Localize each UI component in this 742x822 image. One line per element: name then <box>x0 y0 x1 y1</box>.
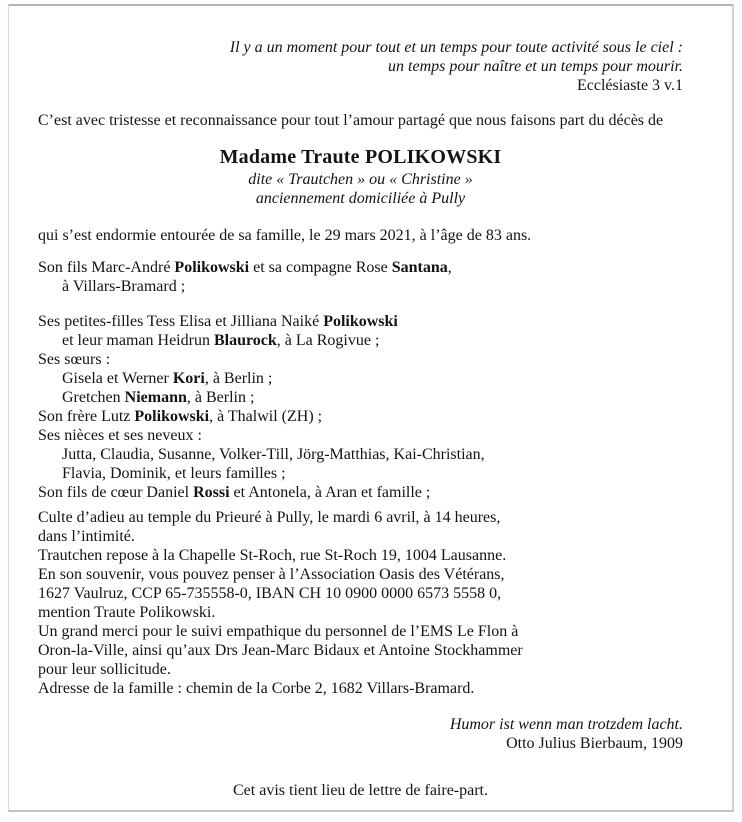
text-line <box>38 464 683 483</box>
text-segment: , à La Rogivue ; <box>276 332 380 349</box>
death-notice-page <box>8 4 734 812</box>
text-segment: Gisela et Werner <box>62 370 173 387</box>
surname-bold: Rossi <box>193 484 230 501</box>
family-list-primary <box>38 258 683 296</box>
text-segment: Jutta, Claudia, Susanne, Volker-Till, Jörg-Matthias, Kai-Christian, <box>62 446 485 463</box>
text-line <box>38 426 683 445</box>
text-segment: mention Traute Polikowski. <box>38 604 216 621</box>
footer-line: Cet avis tient lieu de lettre de faire-part. <box>233 782 488 799</box>
text-segment: 1627 Vaulruz, CCP 65-735558-0, IBAN CH 10 0900 0000 6573 5558 0, <box>38 585 502 602</box>
text-line <box>38 258 683 277</box>
surname-bold: Niemann <box>124 389 187 406</box>
surname-bold: Kori <box>172 370 205 387</box>
text-line <box>38 527 683 546</box>
text-line <box>38 584 683 603</box>
text-line <box>38 641 683 660</box>
text-segment: et sa compagne Rose <box>249 259 392 276</box>
text-segment: Trautchen repose à la Chapelle St-Roch, rue St-Roch 19, 1004 Lausanne. <box>38 547 507 564</box>
text-line <box>38 277 683 296</box>
funeral-details <box>38 508 683 698</box>
text-line <box>38 483 683 502</box>
text-segment: , à Thalwil (ZH) ; <box>209 408 323 425</box>
text-line <box>38 445 683 464</box>
text-segment: Flavia, Dominik, et leurs familles ; <box>62 465 286 482</box>
text-line <box>38 660 683 679</box>
family-list-extended <box>38 312 683 502</box>
text-segment: dans l’intimité. <box>38 528 135 545</box>
text-segment: Un grand merci pour le suivi empathique du personnel de l’EMS Le Flon à <box>38 623 519 640</box>
epigraph-line: Il y a un moment pour tout et un temps pour toute activité sous le ciel : <box>229 39 683 56</box>
text-segment: à Villars-Bramard ; <box>62 278 186 295</box>
closing-quote-text: Humor ist wenn man trotzdem lacht. <box>449 716 683 733</box>
text-line <box>38 565 683 584</box>
text-segment: , à Berlin ; <box>186 389 255 406</box>
text-line <box>38 350 683 369</box>
text-line <box>38 508 683 527</box>
text-segment: Son frère Lutz <box>38 408 135 425</box>
deceased-name-block <box>38 144 683 208</box>
death-announcement-line: qui s’est endormie entourée de sa famille, le 29 mars 2021, à l’âge de 83 ans. <box>38 227 532 244</box>
text-line <box>38 407 683 426</box>
text-segment: et Antonela, à Aran et famille ; <box>229 484 431 501</box>
text-segment: et leur maman Heidrun <box>62 332 214 349</box>
epigraph-line: un temps pour naître et un temps pour mourir. <box>388 58 683 75</box>
text-segment: Gretchen <box>62 389 125 406</box>
text-line <box>38 622 683 641</box>
surname-bold: Polikowski <box>323 313 398 330</box>
intro-line: C’est avec tristesse et reconnaissance pour tout l’amour partagé que nous faisons part du décès de <box>38 112 664 129</box>
closing-quote-attribution: Otto Julius Bierbaum, 1909 <box>506 735 683 752</box>
text-line <box>38 312 683 331</box>
deceased-aka: dite « Trautchen » ou « Christine » <box>248 171 473 188</box>
epigraph <box>38 38 683 95</box>
text-segment: pour leur sollicitude. <box>38 661 171 678</box>
surname-bold: Polikowski <box>174 259 250 276</box>
text-line <box>38 331 683 350</box>
closing-quote <box>38 715 683 753</box>
text-segment: Son fils de cœur Daniel <box>38 484 194 501</box>
surname-bold: Santana <box>391 259 448 276</box>
text-line <box>38 369 683 388</box>
text-line <box>38 679 683 698</box>
text-segment: , <box>447 259 452 276</box>
surname-bold: Blaurock <box>213 332 277 349</box>
text-line <box>38 546 683 565</box>
text-segment: Ses petites-filles Tess Elisa et Jilliana Naiké <box>38 313 324 330</box>
text-segment: Adresse de la famille : chemin de la Corbe 2, 1682 Villars-Bramard. <box>38 680 475 697</box>
text-segment: Oron-la-Ville, ainsi qu’aux Drs Jean-Marc Bidaux et Antoine Stockhammer <box>38 642 523 659</box>
deceased-former-residence: anciennement domiciliée à Pully <box>255 190 466 207</box>
text-segment: En son souvenir, vous pouvez penser à l’Association Oasis des Vétérans, <box>38 566 505 583</box>
text-line <box>38 388 683 407</box>
text-segment: Ses sœurs : <box>38 351 111 368</box>
text-segment: Ses nièces et ses neveux : <box>38 427 202 444</box>
text-segment: Son fils Marc-André <box>38 259 175 276</box>
surname-bold: Polikowski <box>134 408 210 425</box>
epigraph-attribution: Ecclésiaste 3 v.1 <box>576 77 683 94</box>
text-segment: Culte d’adieu au temple du Prieuré à Pully, le mardi 6 avril, à 14 heures, <box>38 509 501 526</box>
text-line <box>38 603 683 622</box>
text-segment: , à Berlin ; <box>204 370 273 387</box>
deceased-name: Madame Traute POLIKOWSKI <box>219 146 502 168</box>
